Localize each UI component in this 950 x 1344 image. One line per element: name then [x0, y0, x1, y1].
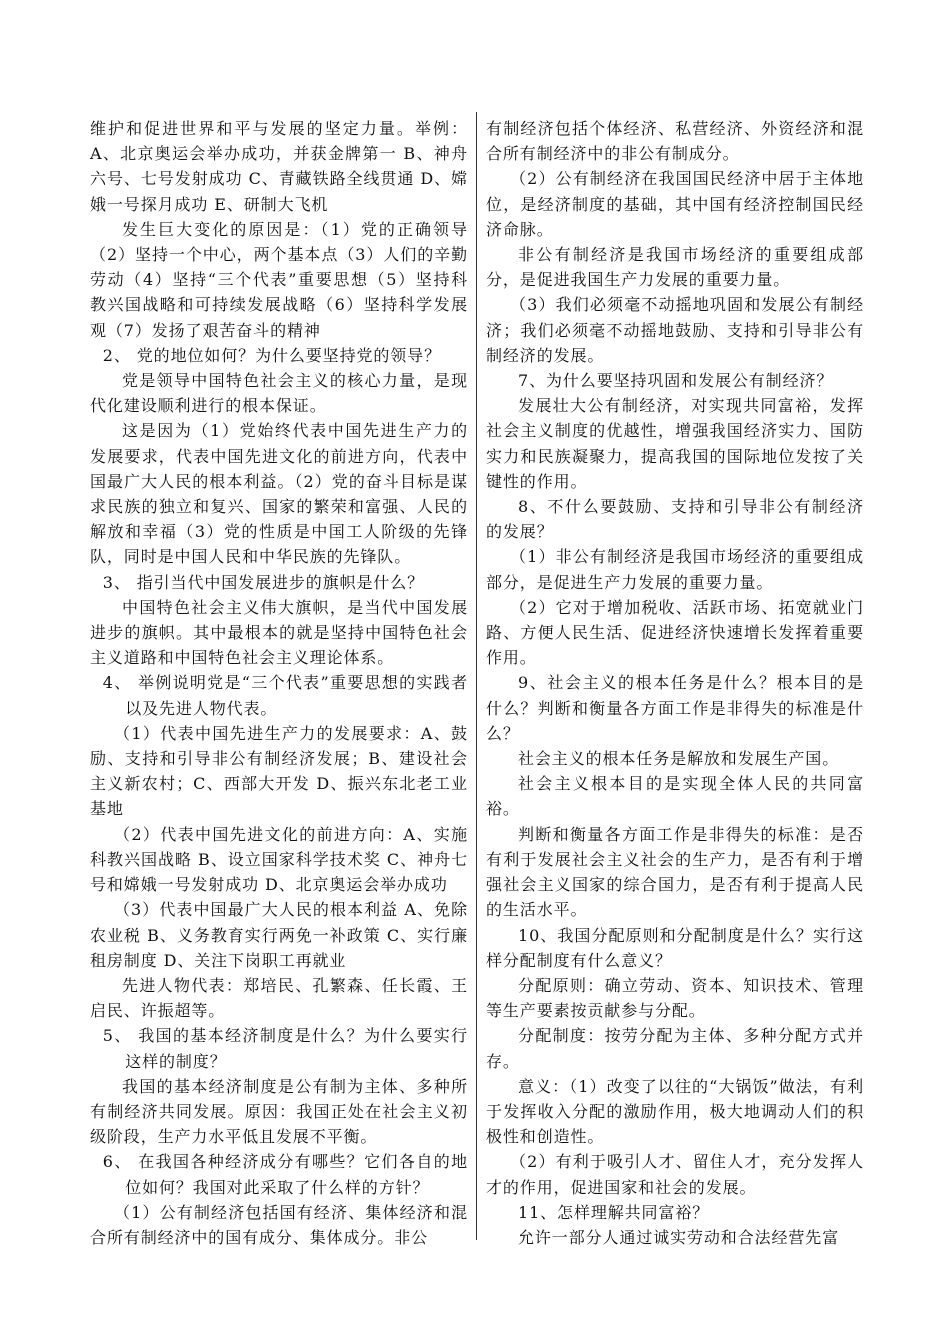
- paragraph: 先进人物代表：郑培民、孔繁森、任长霞、王启民、许振超等。: [90, 975, 468, 1021]
- question-heading: 4、 举例说明党是“三个代表”重要思想的实践者以及先进人物代表。: [102, 673, 468, 718]
- paragraph: （1）公有制经济包括国有经济、集体经济和混合所有制经济中的国有成分、集体成分。非公: [90, 1202, 468, 1247]
- paragraph: 发展壮大公有制经济，对实现共同富裕，发挥社会主义制度的优越性，增强我国经济实力、国防实力和民族凝聚力，提高我国的国际地位发按了关键性的作用。: [486, 396, 864, 491]
- paragraph: （2）有利于吸引人才、留住人才，充分发挥人才的作用，促进国家和社会的发展。: [486, 1152, 864, 1197]
- paragraph: 这是因为（1）党始终代表中国先进生产力的发展要求，代表中国先进文化的前进方向，代表中国最广大人民的根本利益。（2）党的奋斗目标是谋求民族的独立和复兴、国家的繁荣和富强、人民的解放和幸福（3）党的性质是中国工人阶级的先锋队，同时是中国人民和中华民族的先锋队。: [90, 421, 468, 567]
- question-heading: 10、我国分配原则和分配制度是什么？实行这样分配制度有什么意义？: [486, 925, 864, 970]
- paragraph: 非公有制经济是我国市场经济的重要组成部分，是促进我国生产力发展的重要力量。: [486, 245, 864, 290]
- paragraph: 中国特色社会主义伟大旗帜，是当代中国发展进步的旗帜。其中最根本的就是坚持中国特色社会主义道路和中国特色社会主义理论体系。: [90, 597, 468, 668]
- paragraph: （1）代表中国先进生产力的发展要求：A、鼓励、支持和引导非公有制经济发展；B、建设社会主义新农村；C、西部大开发 D、振兴东北老工业基地: [90, 723, 468, 819]
- question-heading: 3、 指引当代中国发展进步的旗帜是什么？: [102, 572, 425, 592]
- paragraph: （1）非公有制经济是我国市场经济的重要组成部分，是促进生产力发展的重要力量。: [486, 547, 864, 592]
- question-heading: 9、社会主义的根本任务是什么？根本目的是什么？判断和衡量各方面工作是非得失的标准是什么？: [486, 673, 864, 743]
- paragraph: 维护和促进世界和平与发展的坚定力量。举例：A、北京奥运会举办成功，并获金牌第一 B、神舟六号、七号发射成功 C、青藏铁路全线贯通 D、嫦娥一号探月成功 E、研制大飞机: [90, 119, 468, 214]
- paragraph: （3）我们必须毫不动摇地巩固和发展公有制经济；我们必须毫不动摇地鼓励、支持和引导非公有制经济的发展。: [486, 295, 864, 365]
- paragraph: 分配制度：按劳分配为主体、多种分配方式并存。: [486, 1026, 864, 1071]
- paragraph: 判断和衡量各方面工作是非得失的标准：是否有利于发展社会主义社会的生产力，是否有利于增强社会主义国家的综合国力，是否有利于提高人民的生活水平。: [486, 824, 864, 920]
- question-heading: 5、 我国的基本经济制度是什么？为什么要实行这样的制度？: [102, 1026, 468, 1071]
- column-divider: [476, 112, 477, 1240]
- paragraph: 发生巨大变化的原因是：（1）党的正确领导（2）坚持一个中心，两个基本点（3）人们的辛勤劳动（4）坚持“三个代表”重要思想（5）坚持科教兴国战略和可持续发展战略（6）坚持科学发展观（7）发扬了艰苦奋斗的精神: [90, 219, 468, 340]
- paragraph: 允许一部分人通过诚实劳动和合法经营先富: [518, 1227, 840, 1247]
- right-column: [486, 116, 864, 1250]
- paragraph: （3）代表中国最广大人民的根本利益 A、免除农业税 B、义务教育实行两免一补政策 C、实行廉租房制度 D、关注下岗职工再就业: [90, 900, 468, 970]
- paragraph: （2）它对于增加税收、活跃市场、拓宽就业门路、方便人民生活、促进经济快速增长发挥着重要作用。: [486, 597, 864, 668]
- paragraph: 社会主义根本目的是实现全体人民的共同富裕。: [486, 774, 864, 819]
- paragraph: 我国的基本经济制度是公有制为主体、多种所有制经济共同发展。原因：我国正处在社会主义初级阶段，生产力水平低且发展不平衡。: [90, 1076, 468, 1147]
- paragraph: 意义：（1）改变了以往的“大锅饭”做法，有利于发挥收入分配的激励作用，极大地调动人们的积极性和创造性。: [486, 1076, 864, 1147]
- question-heading: 8、不什么要鼓励、支持和引导非公有制经济的发展？: [486, 497, 864, 542]
- left-column: [90, 116, 468, 1250]
- question-heading: 6、 在我国各种经济成分有哪些？它们各自的地位如何？我国对此采取了什么样的方针？: [102, 1152, 468, 1197]
- question-heading: 2、 党的地位如何？为什么要坚持党的领导？: [102, 345, 441, 365]
- paragraph: （2）公有制经济在我国国民经济中居于主体地位，是经济制度的基础，其中国有经济控制国民经济命脉。: [486, 169, 864, 239]
- paragraph: 党是领导中国特色社会主义的核心力量，是现代化建设顺利进行的根本保证。: [90, 371, 468, 416]
- paragraph: （2）代表中国先进文化的前进方向：A、实施科教兴国战略 B、设立国家科学技术奖 C、神舟七号和嫦娥一号发射成功 D、北京奥运会举办成功: [90, 824, 468, 895]
- question-heading: 11、怎样理解共同富裕？: [518, 1202, 710, 1222]
- paragraph: 社会主义的根本任务是解放和发展生产国。: [518, 749, 840, 769]
- question-heading: 7、为什么要坚持巩固和发展公有制经济？: [518, 371, 834, 391]
- paragraph: 分配原则：确立劳动、资本、知识技术、管理等生产要素按贡献参与分配。: [486, 975, 864, 1021]
- paragraph: 有制经济包括个体经济、私营经济、外资经济和混合所有制经济中的非公有制成分。: [486, 119, 864, 164]
